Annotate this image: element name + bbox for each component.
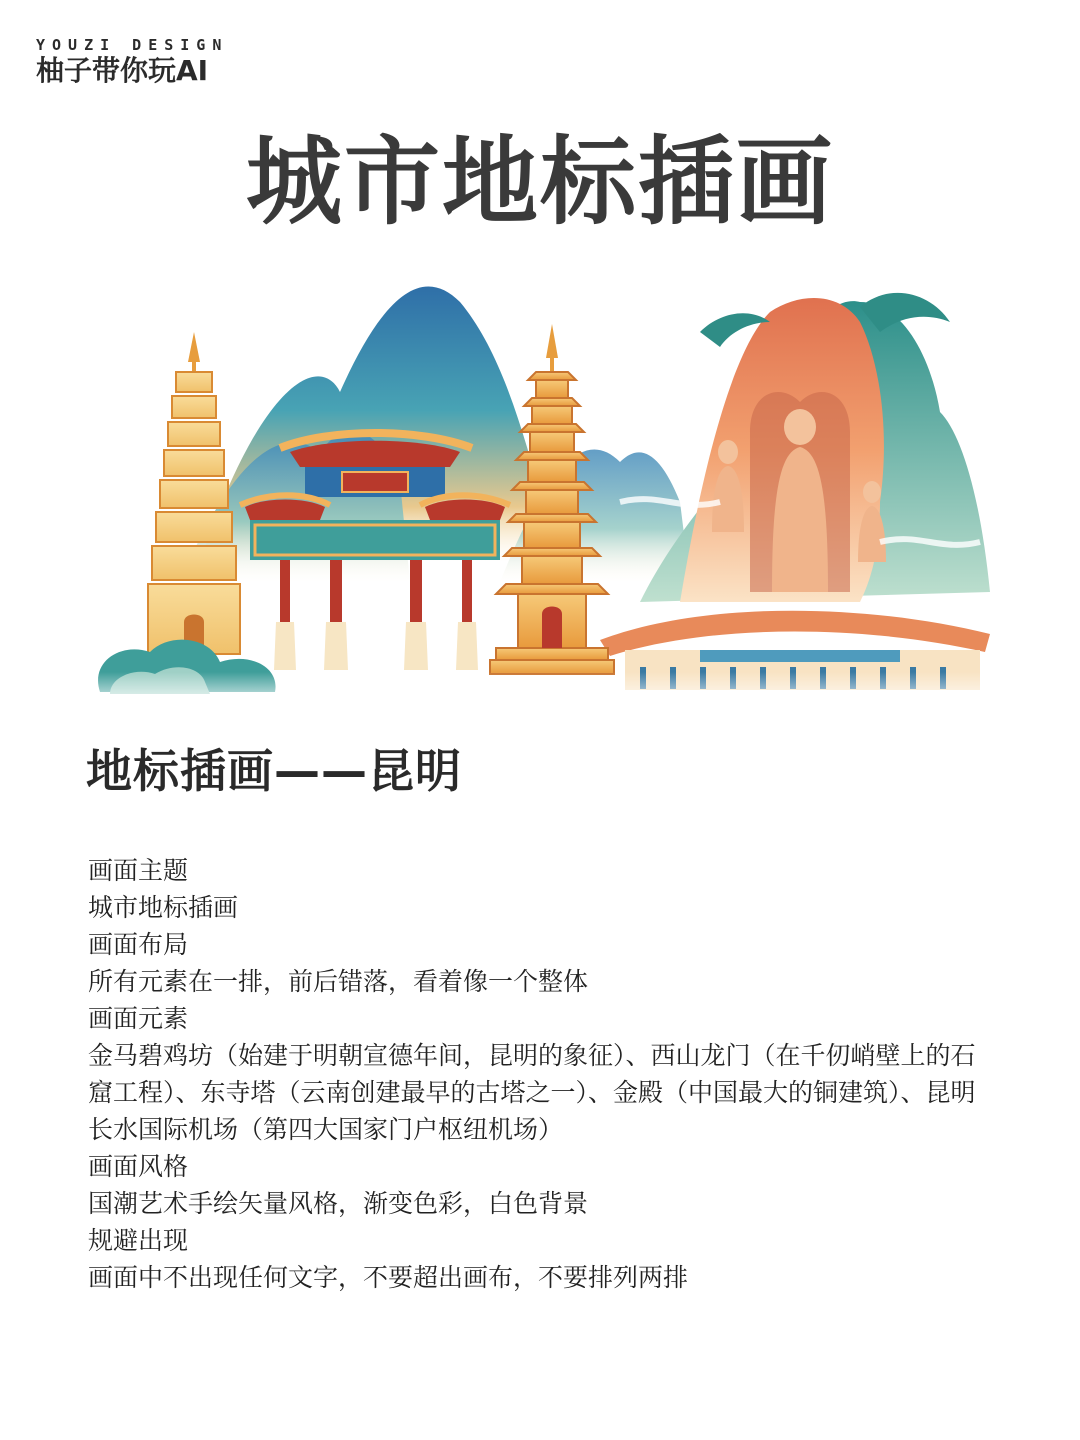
heading-theme: 画面主题 bbox=[88, 856, 189, 885]
kunming-landmark-illustration bbox=[80, 262, 1000, 710]
xishan-dragon-gate-cliff bbox=[620, 293, 990, 602]
text-style: 国潮艺术手绘矢量风格，渐变色彩，白色背景 bbox=[88, 1189, 589, 1218]
prompt-content bbox=[88, 852, 988, 1296]
page-title: 城市地标插画 bbox=[246, 126, 834, 238]
brand-logo bbox=[36, 36, 228, 88]
heading-avoid: 规避出现 bbox=[88, 1226, 189, 1255]
heading-style: 画面风格 bbox=[88, 1152, 189, 1181]
text-layout: 所有元素在一排，前后错落，看着像一个整体 bbox=[88, 967, 589, 996]
section-subtitle: 地标插画——昆明 bbox=[86, 744, 462, 798]
dongsi-pagoda-left bbox=[148, 332, 240, 654]
brand-chinese: 柚子带你玩AI bbox=[36, 54, 209, 87]
text-theme: 城市地标插画 bbox=[88, 893, 239, 922]
text-elements: 金马碧鸡坊（始建于明朝宣德年间，昆明的象征）、西山龙门（在千仞峭壁上的石窟工程）、东寺塔（云南创建最早的古塔之一）、金殿（中国最大的铜建筑）、昆明长水国际机场（第四大国家门户枢纽机场） bbox=[88, 1041, 976, 1144]
heading-elements: 画面元素 bbox=[88, 1004, 189, 1033]
brand-english: YOUZI DESIGN bbox=[36, 36, 229, 54]
text-avoid: 画面中不出现任何文字，不要超出画布，不要排列两排 bbox=[88, 1263, 689, 1292]
heading-layout: 画面布局 bbox=[88, 930, 189, 959]
